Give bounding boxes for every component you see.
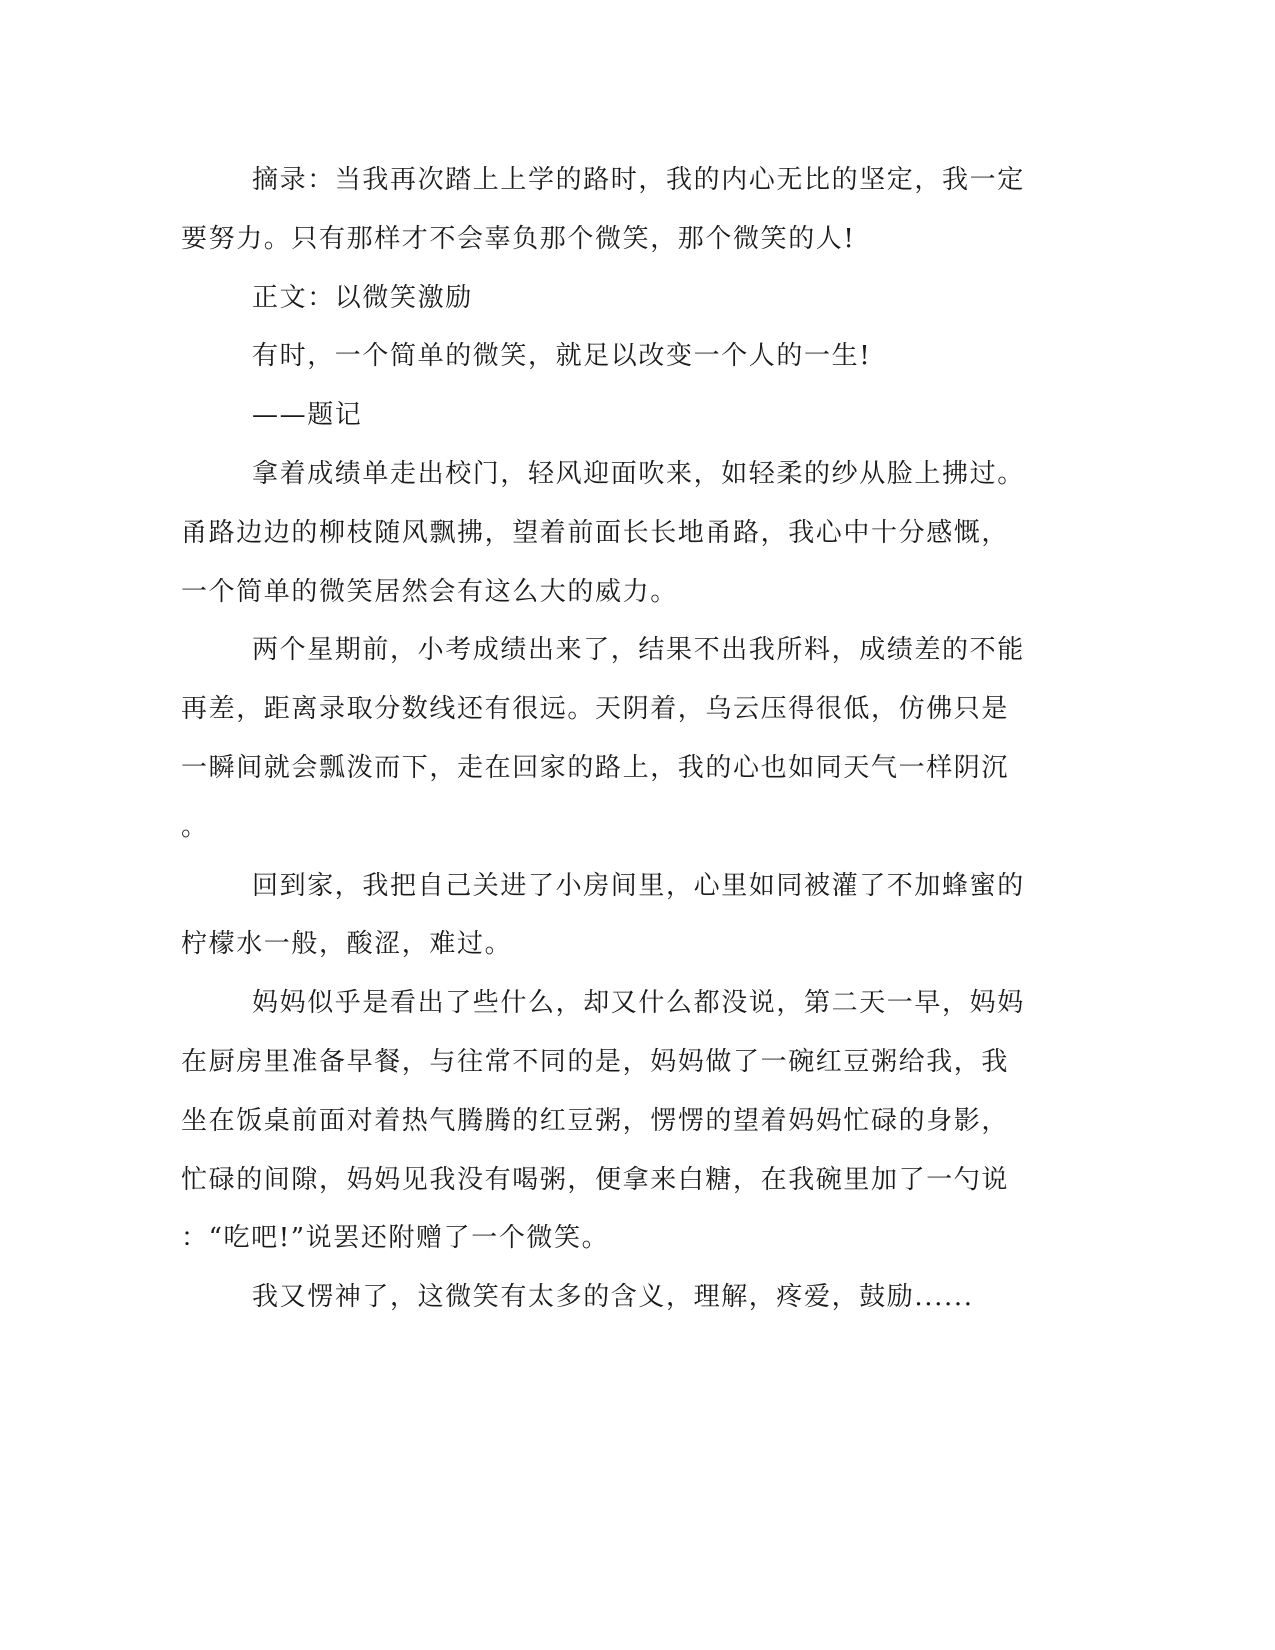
body-heading: 正文：以微笑激励 <box>252 282 473 313</box>
paragraph-line: ：“吃吧!”说罢还附赠了一个微笑。 <box>181 1223 610 1254</box>
abstract-line: 摘录：当我再次踏上上学的路时，我的内心无比的坚定，我一定 <box>252 165 1025 195</box>
paragraph-line: 坐在饭桌前面对着热气腾腾的红豆粥，愣愣的望着妈妈忙碌的身影， <box>181 1105 1010 1136</box>
paragraph-line: 甬路边边的柳枝随风飘拂，望着前面长长地甬路，我心中十分感慨， <box>181 517 1010 548</box>
epigraph-attribution: ——题记 <box>252 400 363 431</box>
paragraph-line: 一个简单的微笑居然会有这么大的威力。 <box>181 576 678 607</box>
paragraph-line: 一瞬间就会瓢泼而下，走在回家的路上，我的心也如同天气一样阴沉 <box>181 752 1010 783</box>
paragraph-line: 再差，距离录取分数线还有很远。天阴着，乌云压得很低，仿佛只是 <box>181 694 1010 725</box>
paragraph-line: 忙碌的间隙，妈妈见我没有喝粥，便拿来白糖，在我碗里加了一勺说 <box>181 1164 1010 1195</box>
document-body <box>181 151 1061 1327</box>
paragraph-line: 在厨房里准备早餐，与往常不同的是，妈妈做了一碗红豆粥给我，我 <box>181 1046 1010 1077</box>
paragraph-line: 柠檬水一般，酸涩，难过。 <box>181 929 513 960</box>
paragraph-line: 两个星期前，小考成绩出来了，结果不出我所料，成绩差的不能 <box>252 635 1025 666</box>
paragraph-line: 。 <box>181 811 209 842</box>
epigraph-line: 有时，一个简单的微笑，就足以改变一个人的一生! <box>252 341 872 372</box>
paragraph-line: 回到家，我把自己关进了小房间里，心里如同被灌了不加蜂蜜的 <box>252 870 1025 901</box>
paragraph-line: 拿着成绩单走出校门，轻风迎面吹来，如轻柔的纱从脸上拂过。 <box>252 458 1025 489</box>
abstract-line: 要努力。只有那样才不会辜负那个微笑，那个微笑的人! <box>181 223 856 254</box>
paragraph-line: 我又愣神了，这微笑有太多的含义，理解，疼爱，鼓励...... <box>252 1282 974 1313</box>
paragraph-line: 妈妈似乎是看出了些什么，却又什么都没说，第二天一早，妈妈 <box>252 988 1025 1019</box>
